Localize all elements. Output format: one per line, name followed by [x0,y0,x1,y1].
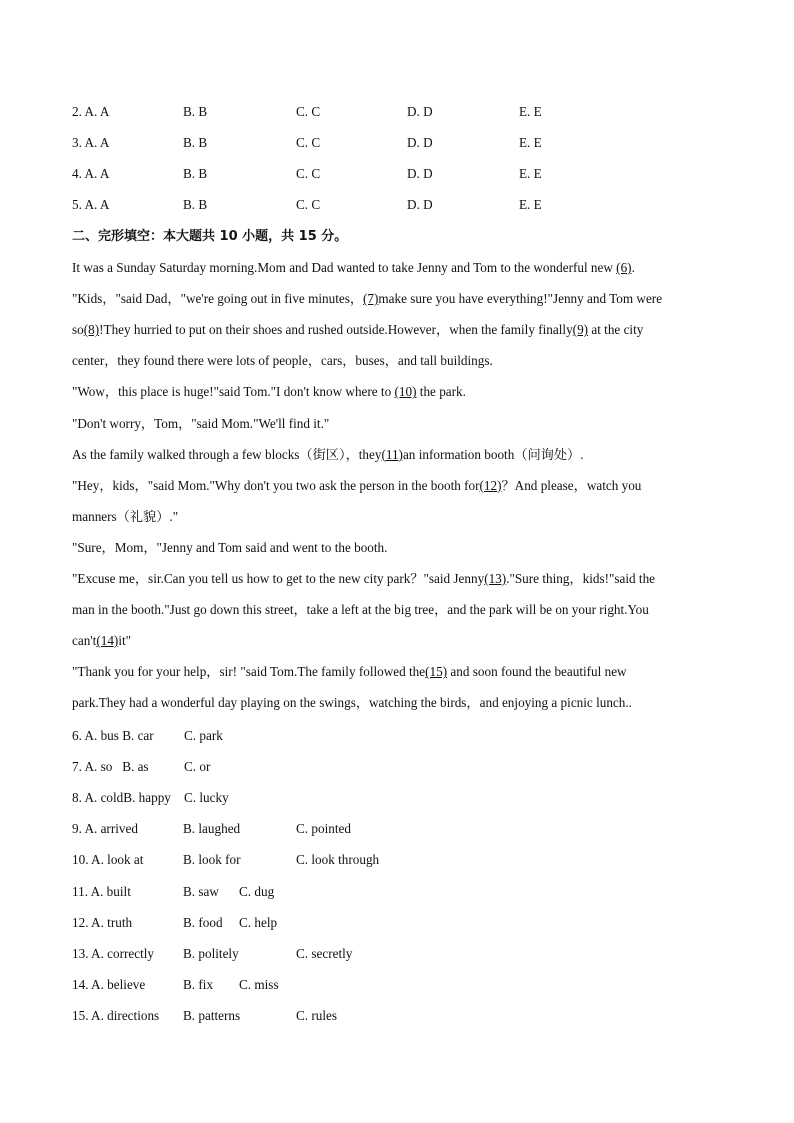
mc-option: 5. A. A [72,197,110,212]
passage-text: at the city [588,322,644,338]
passage-text: make sure you have everything!"Jenny and Tom were [378,291,663,307]
passage-text: "Kids，"said Dad，"we're going out in five minutes， [72,291,364,307]
passage-line [72,570,655,588]
passage-line [72,632,131,650]
mc-option: B. B [183,197,208,212]
answer-option: C. park [184,728,223,743]
mc-option: E. E [519,135,542,150]
passage-text: the park. [416,384,466,400]
mc-option: B. B [183,104,208,119]
answer-option: C. help [239,914,278,930]
passage-text: manners（礼貌）." [72,508,179,524]
mc-option: 3. A. A [72,135,110,150]
passage-line [72,415,329,433]
answer-option: 6. A. bus B. car [72,728,154,743]
passage-text: . [631,260,635,275]
answer-option: B. patterns [183,1007,241,1023]
answer-option: C. look through [296,852,380,868]
passage-line [72,259,635,277]
passage-text: "Thank you for your help，sir! "said Tom.The family followed the [72,664,426,680]
answer-option: 12. A. truth [72,914,133,930]
passage-text: park.They had a wonderful day playing on the swings，watching the birds，and enjoying a picnic lunch.. [72,695,632,711]
answer-option: 11. A. built [72,883,131,899]
answer-option: C. rules [296,1007,338,1023]
passage-text: and soon found the beautiful new [447,664,627,680]
mc-option: E. E [519,104,542,119]
mc-option: D. D [407,135,433,150]
blank-number: (7) [363,291,379,307]
blank-number: (8) [83,322,100,338]
passage-text: man in the booth."Just go down this street，take a left at the big tree，and the park will be on your right.You [72,602,649,618]
mc-option: E. E [519,166,542,181]
answer-option: B. politely [183,945,239,961]
passage-text: "Wow，this place is huge!"said Tom."I don't know where to [72,384,395,400]
answer-option: 10. A. look at [72,852,144,868]
answer-option: C. or [184,759,211,775]
mc-option: D. D [407,197,433,212]
answer-option: C. dug [239,883,275,899]
blank-number: (6) [616,260,632,275]
answer-option: C. miss [239,976,279,992]
answer-option: 8. A. coldB. happy [72,790,171,806]
mc-option: 2. A. A [72,104,110,119]
mc-option: C. C [296,135,321,150]
mc-option: C. C [296,166,321,181]
answer-option: C. pointed [296,821,351,837]
answer-option: B. laughed [183,821,241,837]
passage-text: "Don't worry，Tom，"said Mom."We'll find it." [72,415,330,431]
passage-text: As the family walked through a few blocks（街区），they [72,446,382,462]
passage-line [72,601,649,619]
answer-option: B. saw [183,883,219,899]
passage-text: center，they found there were lots of people，cars，buses，and tall buildings. [72,353,493,369]
passage-text: !They hurried to put on their shoes and rushed outside.However，when the family finally [99,322,573,338]
answer-option: 7. A. so B. as [72,759,149,775]
passage-text: can't [72,633,97,649]
mc-option: C. C [296,104,321,119]
blank-number: (15) [425,664,448,680]
mc-option: B. B [183,135,208,150]
passage-text: ."Sure thing，kids!"said the [506,571,656,586]
mc-option: 4. A. A [72,166,110,181]
blank-number: (12) [479,477,502,493]
passage-text: It was a Sunday Saturday morning.Mom and Dad wanted to take Jenny and Tom to the wonderful new [72,260,617,275]
answer-option: 13. A. correctly [72,945,155,961]
mc-option: C. C [296,197,321,212]
answer-option: B. look for [183,852,241,868]
passage-text: "Excuse me，sir.Can you tell us how to get to the new city park？"said Jenny [72,571,485,586]
answer-option: B. fix [183,976,214,992]
answer-option: 14. A. believe [72,976,146,992]
passage-text: "Sure，Mom，"Jenny and Tom said and went to the booth. [72,539,388,555]
mc-option: B. B [183,166,208,181]
passage-line [72,539,387,557]
passage-text: so [72,322,84,338]
passage-text: it" [118,633,132,649]
passage-text: "Hey，kids，"said Mom."Why don't you two ask the person in the booth for [72,477,480,493]
passage-line [72,321,643,339]
passage-line [72,290,662,308]
answer-option: C. secretly [296,945,353,961]
passage-text: ？And please，watch you [501,477,642,493]
blank-number: (9) [572,322,589,338]
mc-option: D. D [407,104,433,119]
section-heading: 二、完形填空：本大题共 10 小题，共 15 分。 [72,229,348,244]
answer-option: B. food [183,914,223,930]
answer-option: 9. A. arrived [72,821,138,837]
passage-line [72,508,178,526]
passage-line [72,663,627,681]
answer-option: C. lucky [184,790,229,806]
mc-option: E. E [519,197,542,212]
blank-number: (14) [96,633,119,649]
passage-line [72,446,584,464]
answer-option: 15. A. directions [72,1007,160,1023]
passage-text: an information booth（问询处）. [402,446,584,462]
blank-number: (10) [394,384,417,400]
blank-number: (11) [381,446,403,462]
blank-number: (13) [484,571,507,586]
mc-option: D. D [407,166,433,181]
passage-line [72,694,632,712]
passage-line [72,383,466,401]
passage-line [72,352,493,370]
passage-line [72,477,641,495]
